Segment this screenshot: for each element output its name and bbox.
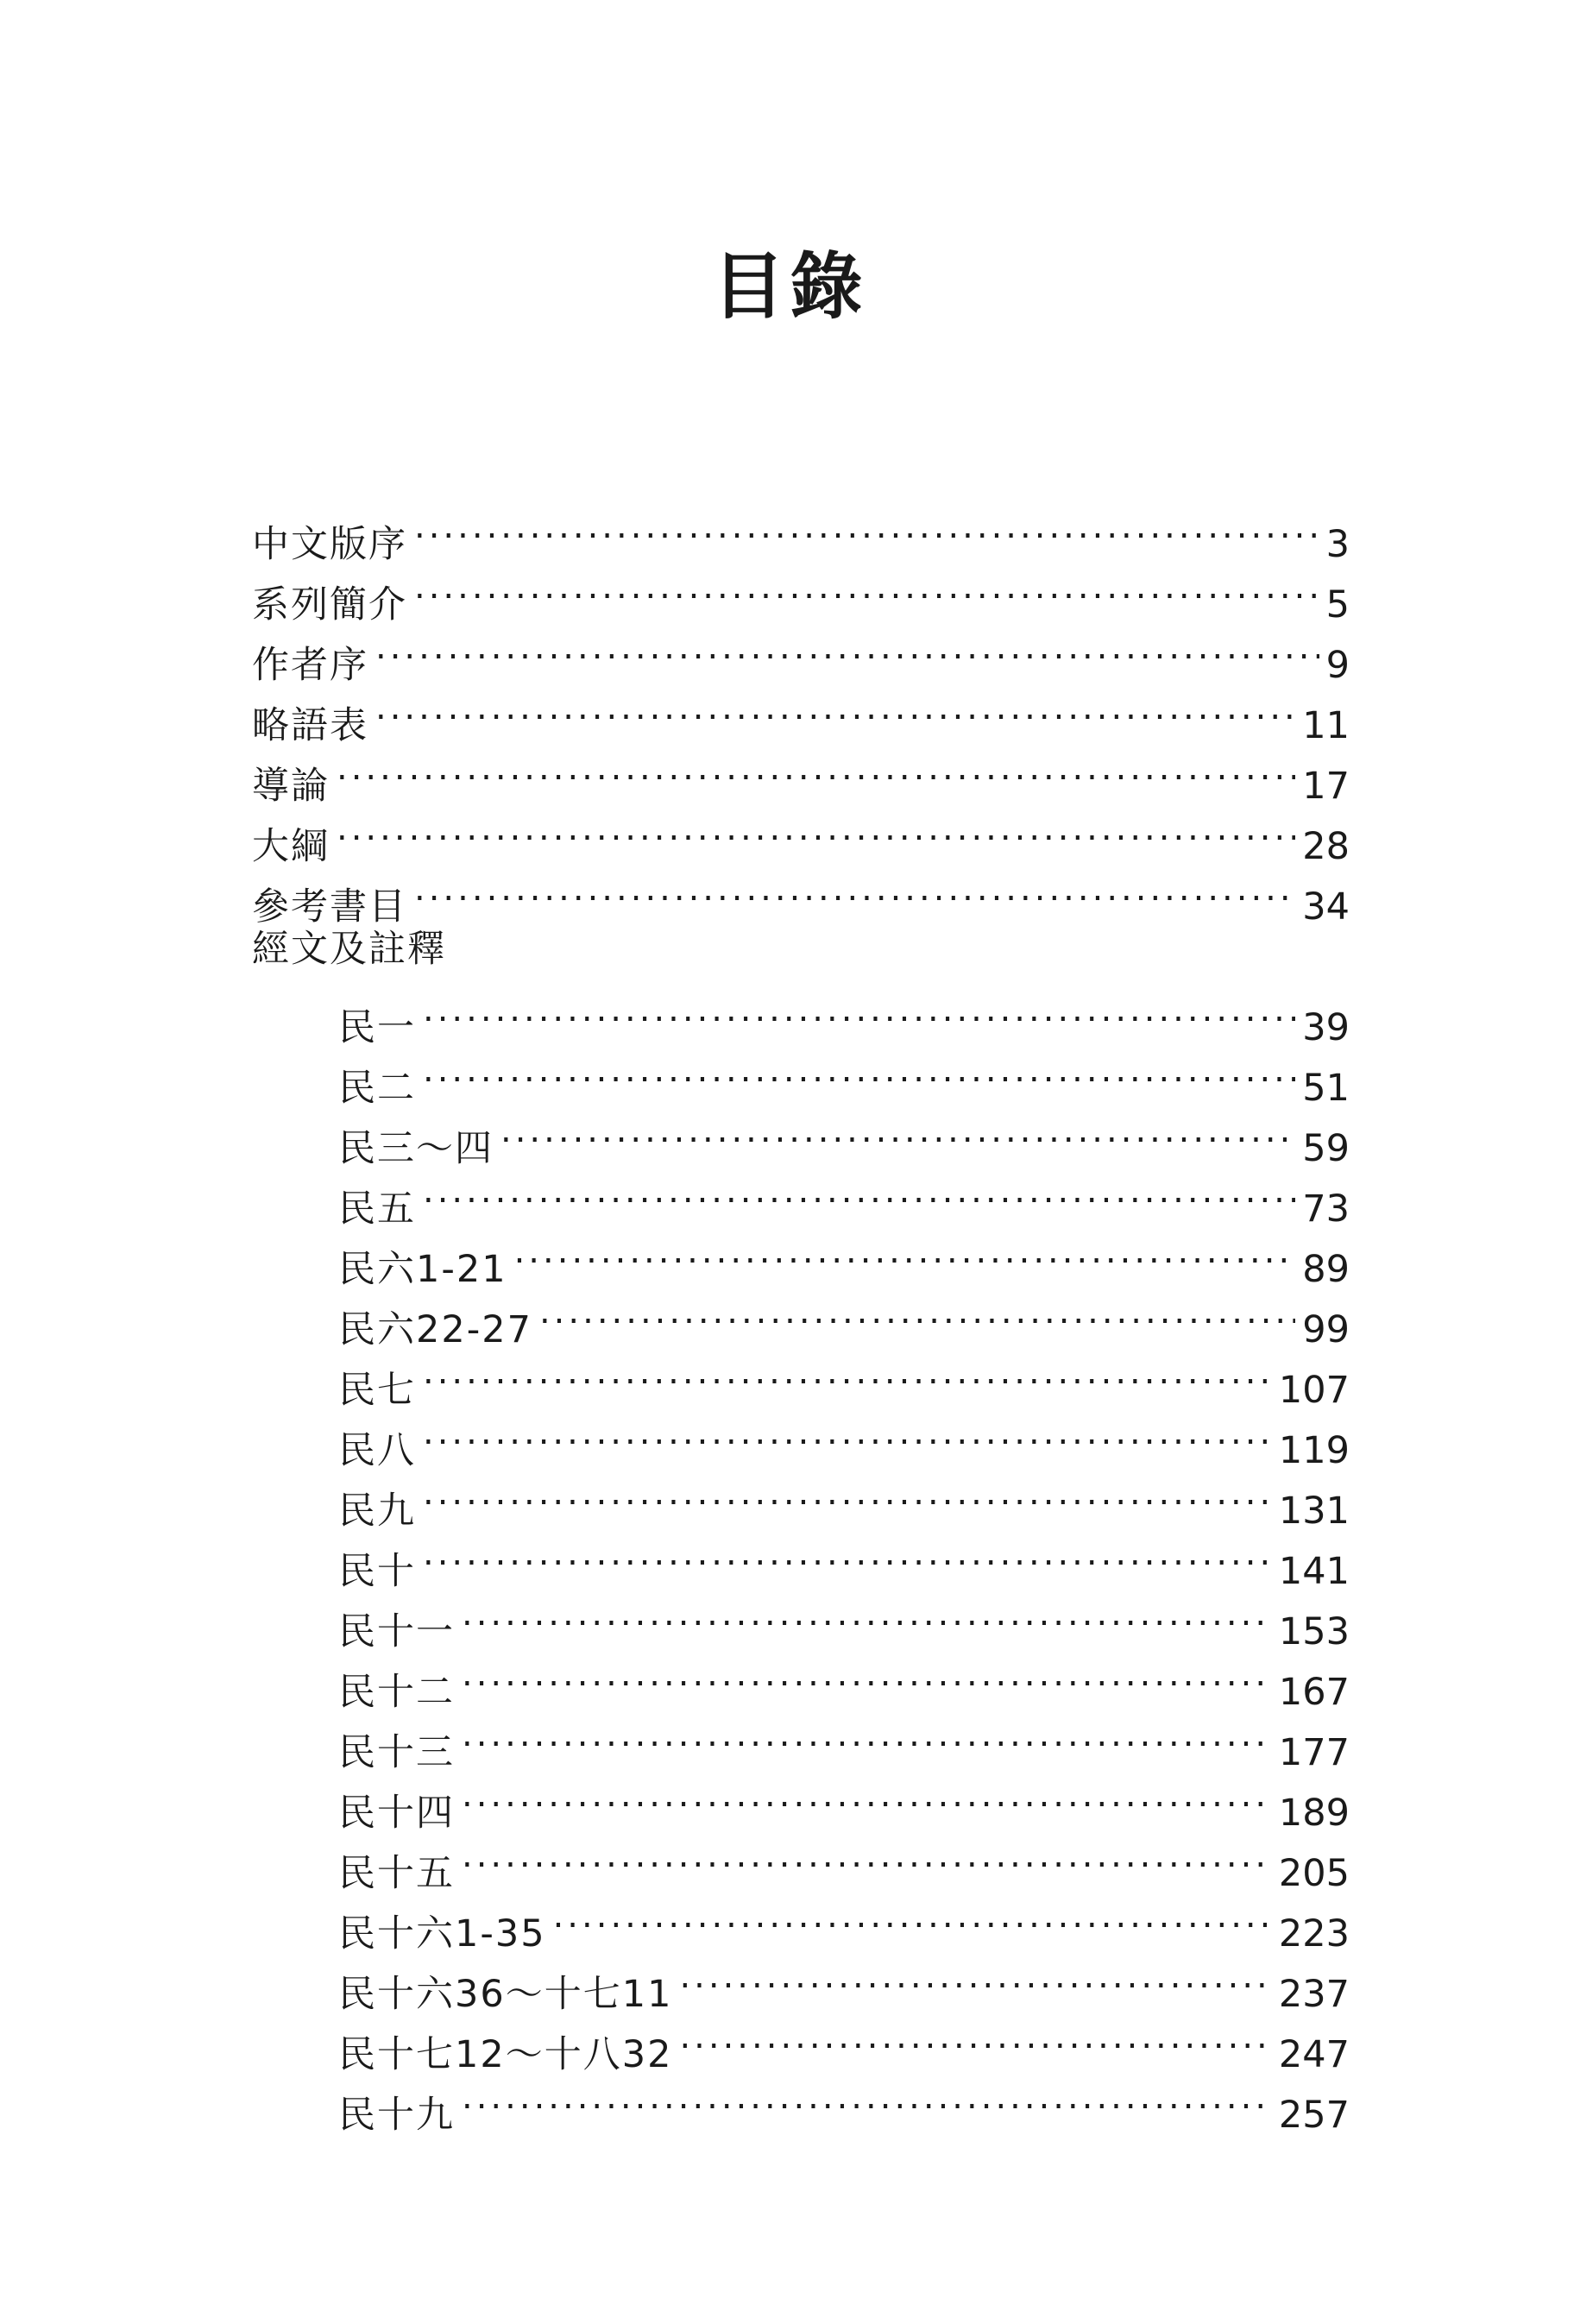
toc-entry-label: 民九 xyxy=(338,1490,416,1533)
toc-entry-page: 34 xyxy=(1302,885,1350,929)
toc-entry-label: 民五 xyxy=(338,1187,416,1231)
dot-leader xyxy=(462,1825,1272,1886)
dot-leader xyxy=(679,2006,1271,2067)
toc-entry-label: 民七 xyxy=(338,1369,416,1412)
toc-entry-page: 51 xyxy=(1302,1067,1350,1110)
toc-entry[interactable] xyxy=(252,496,1350,566)
toc-entry-label: 系列簡介 xyxy=(252,583,407,627)
toc-entry-page: 73 xyxy=(1302,1187,1350,1231)
dot-leader xyxy=(462,1644,1272,1704)
toc-entry[interactable] xyxy=(252,617,1350,687)
toc-sub-entry[interactable] xyxy=(252,1040,1350,1110)
toc-entry[interactable] xyxy=(252,677,1350,747)
toc-entry-page: 9 xyxy=(1325,644,1350,687)
toc-entry-label: 中文版序 xyxy=(252,523,407,566)
table-of-contents xyxy=(252,496,1350,2137)
toc-entry-label: 民十六36～十七11 xyxy=(338,1973,673,2016)
toc-entry-page: 131 xyxy=(1278,1490,1350,1533)
toc-entry-page: 107 xyxy=(1278,1369,1350,1412)
toc-entry-label: 民一 xyxy=(338,1006,416,1049)
toc-entry[interactable] xyxy=(252,738,1350,808)
toc-entry-label: 民十五 xyxy=(338,1852,455,1895)
toc-sub-entry[interactable] xyxy=(252,1584,1350,1653)
dot-leader xyxy=(375,617,1319,677)
dot-leader xyxy=(514,1221,1296,1282)
toc-entry-label: 大綱 xyxy=(252,825,330,868)
page-title: 目錄 xyxy=(712,244,868,329)
toc-entry[interactable] xyxy=(252,557,1350,627)
toc-entry-page: 177 xyxy=(1278,1731,1350,1774)
toc-entry-label: 參考書目 xyxy=(252,885,407,929)
toc-entry-label: 民十四 xyxy=(338,1792,455,1835)
toc-entry-page: 119 xyxy=(1278,1429,1350,1472)
toc-sub-entry[interactable] xyxy=(252,1221,1350,1291)
dot-leader xyxy=(462,1704,1272,1765)
toc-entry-label: 民十七12～十八32 xyxy=(338,2033,673,2076)
toc-sub-entry[interactable] xyxy=(252,979,1350,1049)
toc-entry-label: 民十二 xyxy=(338,1671,455,1714)
toc-entry-label: 民二 xyxy=(338,1067,416,1110)
dot-leader xyxy=(414,859,1295,919)
toc-entry-label: 民六1-21 xyxy=(338,1248,507,1291)
dot-leader xyxy=(423,1040,1295,1100)
toc-entry-label: 民六22-27 xyxy=(338,1308,532,1351)
toc-entry-label: 略語表 xyxy=(252,704,368,747)
toc-entry-page: 3 xyxy=(1325,523,1350,566)
toc-sub-entry[interactable] xyxy=(252,1402,1350,1472)
toc-entry-page: 247 xyxy=(1278,2033,1350,2076)
toc-section-heading[interactable] xyxy=(252,919,1350,979)
toc-entry-label: 民十三 xyxy=(338,1731,455,1774)
toc-entry-label: 民十六1-35 xyxy=(338,1912,546,1956)
toc-entry-label: 民十一 xyxy=(338,1610,455,1653)
dot-leader xyxy=(423,1523,1272,1584)
dot-leader xyxy=(553,1886,1272,1946)
toc-sub-entry[interactable] xyxy=(252,1100,1350,1170)
dot-leader xyxy=(414,557,1319,617)
dot-leader xyxy=(423,1342,1272,1402)
toc-entry-page: 237 xyxy=(1278,1973,1350,2016)
toc-entry-page: 167 xyxy=(1278,1671,1350,1714)
toc-entry-page: 59 xyxy=(1302,1127,1350,1170)
toc-entry-page: 189 xyxy=(1278,1792,1350,1835)
toc-entry-page: 223 xyxy=(1278,1912,1350,1956)
toc-entry[interactable] xyxy=(252,859,1350,929)
toc-entry-label: 民十 xyxy=(338,1550,416,1593)
toc-entry-page: 257 xyxy=(1278,2094,1350,2137)
dot-leader xyxy=(462,1765,1272,1825)
dot-leader xyxy=(462,2067,1272,2127)
dot-leader xyxy=(500,1100,1295,1161)
toc-entry-page: 11 xyxy=(1302,704,1350,747)
dot-leader xyxy=(423,1463,1272,1523)
toc-entry-label: 民十九 xyxy=(338,2094,455,2137)
toc-entry-page: 89 xyxy=(1302,1248,1350,1291)
toc-sub-entry[interactable] xyxy=(252,1463,1350,1533)
dot-leader xyxy=(423,1402,1272,1463)
toc-entry-page: 39 xyxy=(1302,1006,1350,1049)
toc-entry-page: 141 xyxy=(1278,1550,1350,1593)
dot-leader xyxy=(462,1584,1272,1644)
dot-leader xyxy=(679,1946,1271,2006)
toc-entry-page: 153 xyxy=(1278,1610,1350,1653)
toc-entry-label: 作者序 xyxy=(252,644,368,687)
dot-leader xyxy=(423,979,1295,1040)
dot-leader xyxy=(414,496,1319,557)
toc-entry-page: 205 xyxy=(1278,1852,1350,1895)
toc-entry-label: 民三～四 xyxy=(338,1127,494,1170)
toc-entry-page: 5 xyxy=(1325,583,1350,627)
toc-entry-label: 民八 xyxy=(338,1429,416,1472)
dot-leader xyxy=(539,1282,1295,1342)
toc-entry[interactable] xyxy=(252,798,1350,868)
toc-entry-page: 28 xyxy=(1302,825,1350,868)
dot-leader xyxy=(337,798,1295,859)
toc-entry-page: 99 xyxy=(1302,1308,1350,1351)
toc-entry-label: 導論 xyxy=(252,765,330,808)
toc-entry-page: 17 xyxy=(1302,765,1350,808)
dot-leader xyxy=(337,738,1295,798)
toc-entry-label: 經文及註釋 xyxy=(252,928,446,971)
toc-sub-entry[interactable] xyxy=(252,1523,1350,1593)
dot-leader xyxy=(423,1161,1295,1221)
dot-leader xyxy=(375,677,1295,738)
